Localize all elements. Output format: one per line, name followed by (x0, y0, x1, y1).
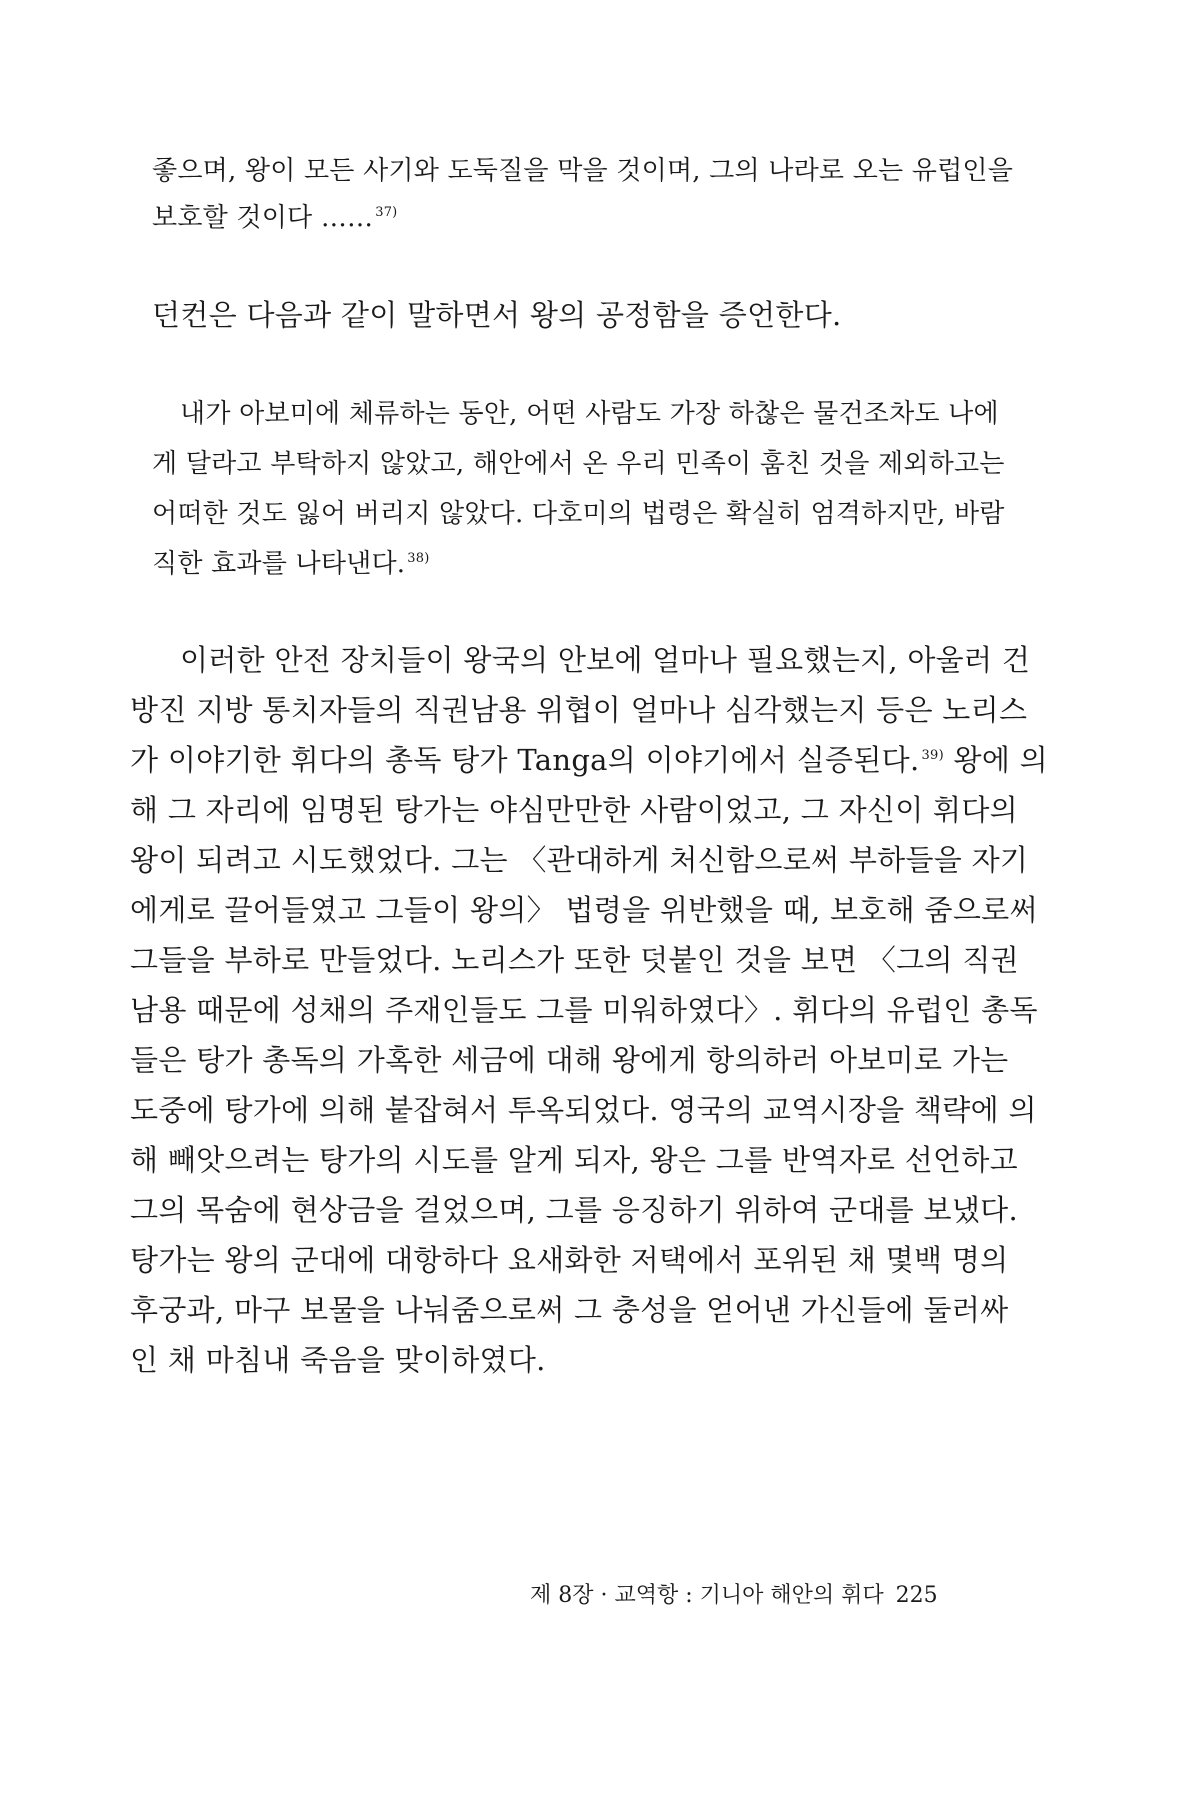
chapter-title: 제 8장 · 교역항 : 기니아 해안의 휘다 (530, 1583, 884, 1608)
footnote-marker: 37) (375, 205, 398, 221)
paragraph-line: 해 빼앗으려는 탕가의 시도를 알게 되자, 왕은 그를 반역자로 선언하고 (130, 1143, 1018, 1177)
quote-line: 내가 아보미에 체류하는 동안, 어떤 사람도 가장 하찮은 물건조차도 나에 (180, 399, 999, 429)
paragraph-line: 그들을 부하로 만들었다. 노리스가 또한 덧붙인 것을 보면 〈그의 직권 (130, 943, 1019, 977)
quote-line: 어떠한 것도 잃어 버리지 않았다. 다호미의 법령은 확실히 엄격하지만, 바람 (152, 499, 1005, 529)
paragraph-line: 그의 목숨에 현상금을 걸었으며, 그를 응징하기 위하여 군대를 보냈다. (130, 1193, 1018, 1227)
paragraph-line: 해 그 자리에 임명된 탕가는 야심만만한 사람이었고, 그 자신이 휘다의 (130, 793, 1018, 827)
running-footer (530, 1578, 938, 1609)
quote-line: 게 달라고 부탁하지 않았고, 해안에서 온 우리 민족이 훔친 것을 제외하고는 (152, 449, 1005, 479)
paragraph-line: 들은 탕가 총독의 가혹한 세금에 대해 왕에게 항의하러 아보미로 가는 (130, 1043, 1009, 1077)
paragraph-line: 탕가는 왕의 군대에 대항하다 요새화한 저택에서 포위된 채 몇백 명의 (130, 1243, 1009, 1277)
paragraph-line: 남용 때문에 성채의 주재인들도 그를 미워하였다〉. 휘다의 유럽인 총독 (130, 993, 1038, 1027)
paragraph-text: 가 이야기한 휘다의 총독 탕가 Tanga의 이야기에서 실증된다. (130, 743, 920, 777)
paragraph-line: 방진 지방 통치자들의 직권남용 위협이 얼마나 심각했는지 등은 노리스 (130, 693, 1028, 727)
paragraph-line: 인 채 마침내 죽음을 맞이하였다. (130, 1343, 546, 1377)
paragraph-line: 왕이 되려고 시도했었다. 그는 〈관대하게 처신함으로써 부하들을 자기 (130, 843, 1029, 877)
paragraph-line: 도중에 탕가에 의해 붙잡혀서 투옥되었다. 영국의 교역시장을 책략에 의 (130, 1093, 1037, 1127)
footnote-marker: 39) (921, 748, 944, 764)
paragraph-text: 왕에 의 (943, 743, 1048, 777)
page-number: 225 (895, 1583, 938, 1608)
paragraph-line: 후궁과, 마구 보물을 나눠줌으로써 그 충성을 얻어낸 가신들에 둘러싸 (130, 1293, 1009, 1327)
quote-line-last (152, 543, 429, 580)
quote-line: 좋으며, 왕이 모든 사기와 도둑질을 막을 것이며, 그의 나라로 오는 유럽인을 (152, 156, 1014, 186)
footnote-marker: 38) (407, 551, 430, 567)
paragraph-line: 이러한 안전 장치들이 왕국의 안보에 얼마나 필요했는지, 아울러 건 (180, 643, 1031, 677)
quote-line-last (152, 197, 397, 234)
paragraph-line: 에게로 끌어들였고 그들이 왕의〉 법령을 위반했을 때, 보호해 줌으로써 (130, 893, 1038, 927)
paragraph-line (130, 738, 1048, 779)
quote-line-text: 직한 효과를 나타낸다. (152, 549, 406, 579)
intro-sentence: 던컨은 다음과 같이 말하면서 왕의 공정함을 증언한다. (152, 298, 842, 332)
quote-line-text: 보호할 것이다 …… (152, 203, 374, 233)
